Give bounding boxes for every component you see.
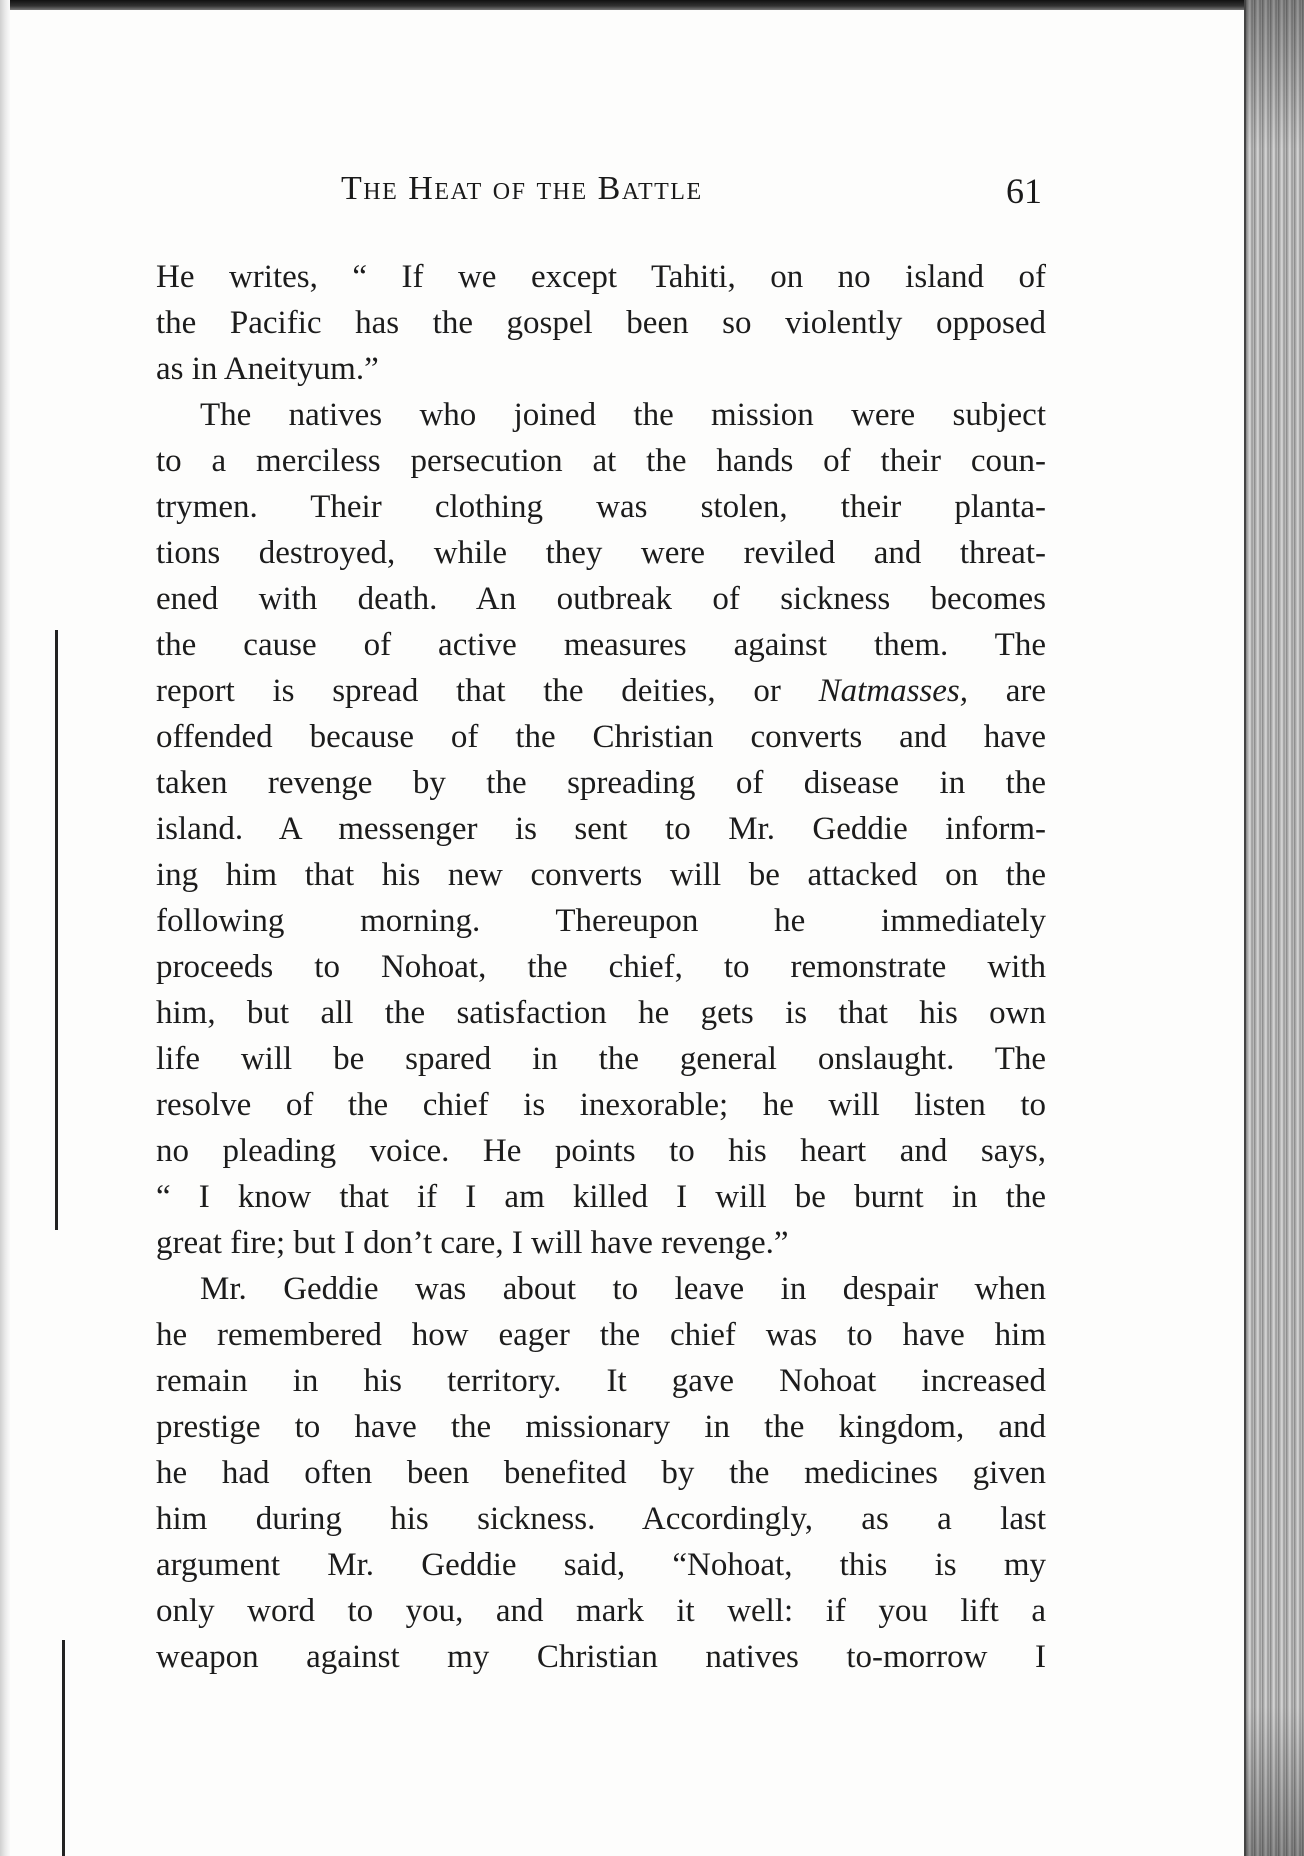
- text-segment: are: [1005, 673, 1047, 709]
- text-line: only word to you, and mark it well: if you lift a: [156, 1593, 1046, 1629]
- page-header: [156, 170, 1046, 220]
- text-line: The natives who joined the mission were subject: [200, 397, 1046, 433]
- page-stack-edge: [1244, 0, 1304, 1856]
- top-scan-shadow: [0, 0, 1304, 10]
- text-line: him during his sickness. Accordingly, as a last: [156, 1501, 1046, 1537]
- page-stack-shading: [1246, 0, 1304, 1856]
- text-line: he had often been benefited by the medicines given: [156, 1455, 1046, 1491]
- text-line: no pleading voice. He points to his heart and says,: [156, 1133, 1046, 1169]
- text-line: tions destroyed, while they were reviled and threat-: [156, 535, 1046, 571]
- text-line: “ I know that if I am killed I will be burnt in the: [156, 1179, 1046, 1215]
- text-line: as in Aneityum.”: [156, 351, 379, 387]
- text-line: him, but all the satisfaction he gets is that his own: [156, 995, 1046, 1031]
- running-head: The Heat of the Battle: [341, 170, 703, 207]
- text-line: He writes, “ If we except Tahiti, on no island of: [156, 259, 1046, 295]
- left-gutter-mark: [55, 630, 58, 1230]
- text-line: island. A messenger is sent to Mr. Geddie inform-: [156, 811, 1046, 847]
- text-segment: report is spread that the deities, or: [156, 673, 781, 709]
- text-line: weapon against my Christian natives to-morrow I: [156, 1639, 1046, 1675]
- text-line: Mr. Geddie was about to leave in despair when: [200, 1271, 1046, 1307]
- italic-term: Natmasses,: [818, 673, 968, 709]
- text-line: offended because of the Christian converts and have: [156, 719, 1046, 755]
- text-line: proceeds to Nohoat, the chief, to remonstrate with: [156, 949, 1046, 985]
- text-line: prestige to have the missionary in the kingdom, and: [156, 1409, 1046, 1445]
- body-text: [156, 254, 1046, 1680]
- text-line: following morning. Thereupon he immediately: [156, 903, 1046, 939]
- text-line: great fire; but I don’t care, I will have revenge.”: [156, 1225, 789, 1261]
- text-line: taken revenge by the spreading of disease in the: [156, 765, 1046, 801]
- left-gutter-mark: [62, 1640, 65, 1856]
- text-line: ing him that his new converts will be attacked on the: [156, 857, 1046, 893]
- text-line: resolve of the chief is inexorable; he will listen to: [156, 1087, 1046, 1123]
- text-line: he remembered how eager the chief was to have him: [156, 1317, 1046, 1353]
- text-line-with-italic: [156, 668, 1046, 714]
- text-line: argument Mr. Geddie said, “Nohoat, this is my: [156, 1547, 1046, 1583]
- text-line: the Pacific has the gospel been so violently opposed: [156, 305, 1046, 341]
- text-line: remain in his territory. It gave Nohoat increased: [156, 1363, 1046, 1399]
- text-line: life will be spared in the general onslaught. The: [156, 1041, 1046, 1077]
- page-number: 61: [1006, 171, 1042, 211]
- text-line: to a merciless persecution at the hands of their coun-: [156, 443, 1046, 479]
- text-line: trymen. Their clothing was stolen, their planta-: [156, 489, 1046, 525]
- text-line: the cause of active measures against them. The: [156, 627, 1046, 663]
- left-page-edge: [0, 0, 10, 1856]
- text-line: ened with death. An outbreak of sickness becomes: [156, 581, 1046, 617]
